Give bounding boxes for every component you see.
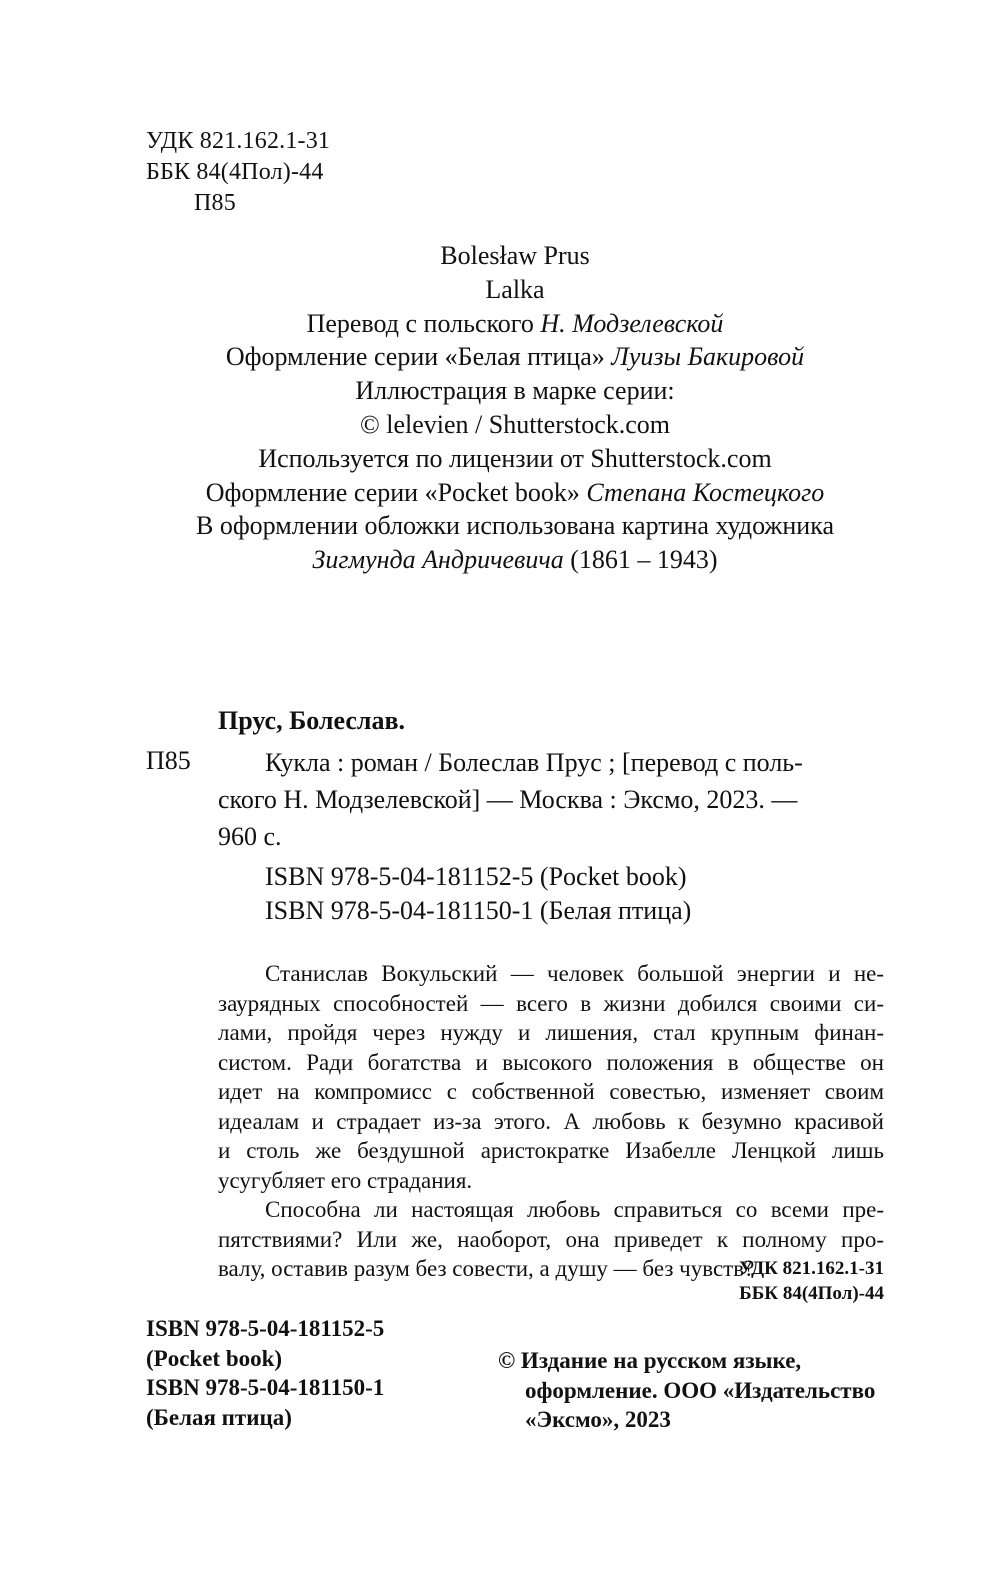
illustration-label: Иллюстрация в марке серии: <box>355 376 675 406</box>
illustration-credit: © lelevien / Shutterstock.com <box>359 409 671 439</box>
isbn-line: ISBN 978-5-04-181152-5 (Pocket book) <box>265 862 687 891</box>
painter-name: Зигмунда Андричевича <box>312 545 564 575</box>
annotation-codes <box>739 1256 884 1306</box>
annotation-line: заурядных способностей — всего в жизни добился своими си- <box>218 990 884 1016</box>
isbn-block <box>146 1314 384 1432</box>
annotation-line: идет на компромисс с собственной совестью, изменяет своим <box>218 1079 884 1104</box>
annotation-line: Станислав Вокульский — человек большой энергии и не- <box>265 961 884 986</box>
pocket-design-credit: Оформление серии «Pocket book» Степана Костецкого <box>205 477 825 507</box>
original-author: Bolesław Prus <box>440 241 590 270</box>
annotation-line: валу, оставив разум без совести, а душу — без чувств? <box>218 1256 755 1281</box>
painter-credit: Зигмунда Андричевича (1861 – 1943) <box>312 545 718 575</box>
isbn-bottom-line: ISBN 978-5-04-181152-5 <box>146 1316 385 1341</box>
annotation-line: идеалам и страдает из-за этого. А любовь к безумно красивой <box>218 1108 884 1134</box>
bbk-code-bottom: ББК 84(4Пол)-44 <box>739 1283 884 1304</box>
catalog-isbn-list <box>265 860 691 928</box>
isbn-line: ISBN 978-5-04-181150-1 (Белая птица) <box>265 896 692 925</box>
cover-note: В оформлении обложки использована картина художника <box>195 511 834 541</box>
isbn-bottom-line: (Белая птица) <box>146 1404 292 1430</box>
catalog-author-heading: Прус, Болеслав. <box>218 706 406 735</box>
description-line: ского Н. Модзелевской] — Москва : Эксмо, 2023. — <box>218 785 798 814</box>
description-line: Кукла : роман / Болеслав Прус ; [перевод с поль- <box>265 748 803 777</box>
udk-code-bottom: УДК 821.162.1-31 <box>739 1258 884 1279</box>
isbn-bottom-line: ISBN 978-5-04-181150-1 <box>146 1375 385 1401</box>
translator-name: Н. Модзелевской <box>540 308 724 338</box>
copyright-line: © Издание на русском языке, <box>498 1348 802 1373</box>
author-mark: П85 <box>194 190 236 216</box>
annotation-line: и столь же бездушной аристократке Изабелле Ленцкой лишь <box>218 1138 884 1163</box>
classification-codes <box>146 126 330 219</box>
bibliographic-description <box>218 744 884 855</box>
catalog-author-mark: П85 <box>146 746 191 775</box>
annotation <box>218 959 884 1284</box>
series-design-credit: Оформление серии «Белая птица» Луизы Бакировой <box>225 342 805 372</box>
annotation-line: Способна ли настоящая любовь справиться со всеми пре- <box>265 1197 884 1222</box>
description-line: 960 с. <box>218 822 282 851</box>
copyright-line: оформление. ООО «Издательство <box>525 1377 876 1403</box>
series-designer-name: Луизы Бакировой <box>611 342 805 372</box>
isbn-bottom-line: (Pocket book) <box>146 1345 283 1371</box>
credits-block <box>0 239 1000 577</box>
annotation-line: пятствиями? Или же, наоборот, она приведет к полному про- <box>218 1226 884 1252</box>
annotation-line: систом. Ради богатства и высокого положения в обществе он <box>218 1049 884 1075</box>
annotation-line: усугубляет его страдания. <box>218 1167 473 1193</box>
copyright-line: «Эксмо», 2023 <box>525 1407 671 1433</box>
annotation-line: лами, пройдя через нужду и лишения, стал крупным финан- <box>218 1020 884 1045</box>
license-note: Используется по лицензии от Shutterstock.com <box>258 443 772 473</box>
original-title: Lalka <box>485 274 545 304</box>
bbk-code: ББК 84(4Пол)-44 <box>146 159 324 185</box>
translation-credit: Перевод с польского Н. Модзелевской <box>306 308 724 338</box>
copyright-notice <box>498 1346 875 1435</box>
pocket-designer-name: Степана Костецкого <box>586 477 825 507</box>
udk-code: УДК 821.162.1-31 <box>146 128 331 154</box>
